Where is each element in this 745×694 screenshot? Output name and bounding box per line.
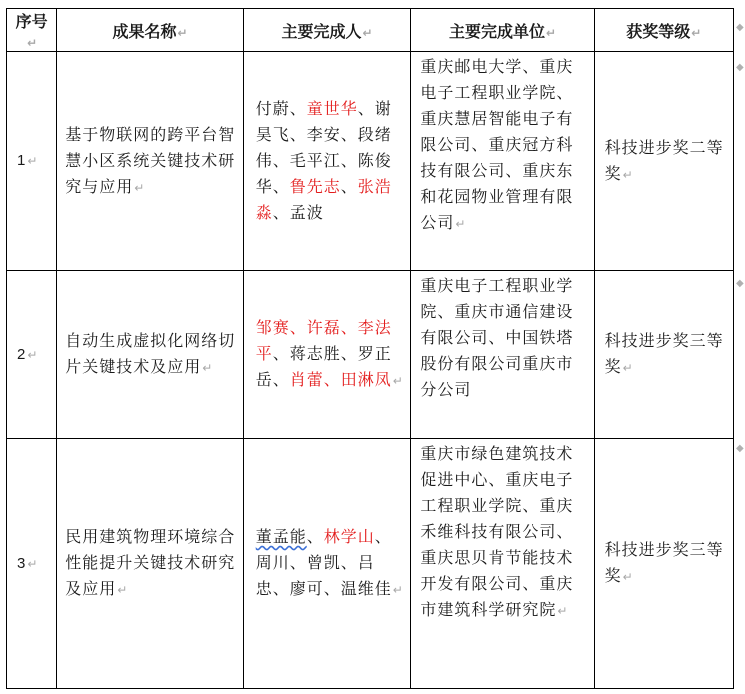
project-name: 基于物联网的跨平台智慧小区系统关键技术研究与应用↵ xyxy=(57,52,243,271)
header-row xyxy=(7,9,734,52)
header-people: 主要完成人↵ xyxy=(243,9,411,52)
completers: 邹赛、许磊、李法平、蒋志胜、罗正岳、肖蕾、田淋凤↵ xyxy=(243,271,411,439)
end-of-row-mark: ◆ xyxy=(736,278,744,289)
completing-units: 重庆市绿色建筑技术促进中心、重庆电子工程职业学院、重庆禾维科技有限公司、重庆思贝肯节能技术开发有限公司、重庆市建筑科学研究院↵ xyxy=(411,439,594,689)
award-level: 科技进步奖二等奖↵ xyxy=(594,52,733,271)
completing-units: 重庆电子工程职业学院、重庆市通信建设有限公司、中国铁塔股份有限公司重庆市分公司 xyxy=(411,271,594,439)
header-units: 主要完成单位↵ xyxy=(411,9,594,52)
header-no: 序号↵ xyxy=(7,9,57,52)
awards-table xyxy=(6,8,734,689)
row-no: 3↵ xyxy=(7,439,57,689)
completers: 付蔚、童世华、谢昊飞、李安、段绪伟、毛平江、陈俊华、鲁先志、张浩淼、孟波 xyxy=(243,52,411,271)
completers: 董孟能、林学山、周川、曾凯、吕忠、廖可、温维佳↵ xyxy=(243,439,411,689)
award-level: 科技进步奖三等奖↵ xyxy=(594,271,733,439)
end-of-row-mark: ◆ xyxy=(736,62,744,73)
project-name: 自动生成虚拟化网络切片关键技术及应用↵ xyxy=(57,271,243,439)
header-name: 成果名称↵ xyxy=(57,9,243,52)
table-row xyxy=(7,52,734,271)
end-of-row-mark: ◆ xyxy=(736,443,744,454)
end-of-row-mark: ◆ xyxy=(736,22,744,33)
completing-units: 重庆邮电大学、重庆电子工程职业学院、重庆慧居智能电子有限公司、重庆冠方科技有限公司、重庆东和花园物业管理有限公司↵ xyxy=(411,52,594,271)
row-no: 2↵ xyxy=(7,271,57,439)
header-level: 获奖等级↵ xyxy=(594,9,733,52)
table-row xyxy=(7,271,734,439)
table-row xyxy=(7,439,734,689)
award-level: 科技进步奖三等奖↵ xyxy=(594,439,733,689)
row-no: 1↵ xyxy=(7,52,57,271)
project-name: 民用建筑物理环境综合性能提升关键技术研究及应用↵ xyxy=(57,439,243,689)
